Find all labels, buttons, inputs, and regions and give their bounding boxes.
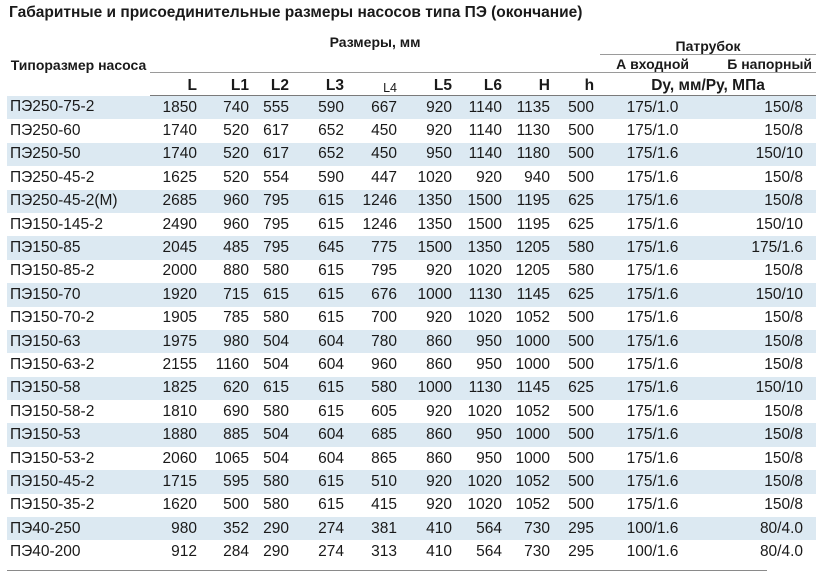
dimension-cell-L4: 667 (350, 96, 403, 120)
dimension-cell-L1: 520 (203, 119, 255, 142)
tiposize-header: Типоразмер насоса (10, 56, 147, 73)
dimension-cell-L2: 615 (255, 377, 295, 400)
inlet-cell: 175/1.0 (600, 96, 705, 120)
dimension-cell-L2: 795 (255, 236, 295, 259)
dimension-cell-L2: 554 (255, 166, 295, 189)
dimensions-group-header: Размеры, мм (150, 34, 600, 73)
inlet-cell: 175/1.6 (600, 423, 705, 446)
dimension-cell-L: 1740 (150, 143, 203, 166)
dimension-cell-L6: 1140 (458, 119, 508, 142)
dimension-cell-L3: 274 (295, 517, 350, 540)
dimension-cell-h: 625 (556, 190, 600, 213)
pump-model-cell: ПЭ150-85 (7, 236, 150, 259)
dimension-cell-L2: 580 (255, 307, 295, 330)
dimension-cell-L3: 604 (295, 423, 350, 446)
outlet-cell: 150/8 (705, 96, 816, 120)
dimension-cell-L: 2685 (150, 190, 203, 213)
dimension-cell-L: 1880 (150, 423, 203, 446)
dimension-cell-L5: 1350 (403, 213, 458, 236)
dimension-cell-L: 1740 (150, 119, 203, 142)
pump-model-cell: ПЭ250-45-2(М) (7, 190, 150, 213)
table-row (7, 96, 816, 120)
inlet-cell: 100/1.6 (600, 517, 705, 540)
outlet-cell: 150/8 (705, 470, 816, 493)
table-row (7, 470, 816, 493)
pump-model-cell: ПЭ150-70-2 (7, 307, 150, 330)
dimension-cell-L2: 580 (255, 260, 295, 283)
dimension-cell-L3: 615 (295, 190, 350, 213)
dimension-cell-L3: 652 (295, 119, 350, 142)
table-header (7, 34, 816, 96)
dimension-cell-L2: 580 (255, 470, 295, 493)
dimension-cell-L: 2490 (150, 213, 203, 236)
dimension-cell-L6: 564 (458, 540, 508, 563)
dimension-cell-L2: 290 (255, 540, 295, 563)
dimension-cell-L5: 410 (403, 517, 458, 540)
pump-model-cell: ПЭ150-35-2 (7, 494, 150, 517)
dimension-cell-H: 1000 (508, 330, 556, 353)
dimension-cell-L: 1920 (150, 283, 203, 306)
dimension-cell-L4: 580 (350, 377, 403, 400)
dimension-cell-L6: 1140 (458, 96, 508, 120)
pump-model-cell: ПЭ150-58-2 (7, 400, 150, 423)
dimension-cell-h: 295 (556, 517, 600, 540)
dimension-cell-L6: 1020 (458, 400, 508, 423)
dimension-cell-L2: 580 (255, 494, 295, 517)
dimension-cell-L2: 617 (255, 119, 295, 142)
col-header-L1: L1 (203, 73, 255, 96)
dimension-cell-L6: 950 (458, 447, 508, 470)
inlet-cell: 175/1.6 (600, 377, 705, 400)
dimension-cell-L2: 555 (255, 96, 295, 120)
inlet-cell: 175/1.6 (600, 166, 705, 189)
table-row (7, 540, 816, 563)
outlet-cell: 175/1.6 (705, 236, 816, 259)
outlet-header: Б напорный (705, 55, 816, 73)
table-row (7, 330, 816, 353)
dimension-cell-L5: 920 (403, 260, 458, 283)
dimension-cell-H: 1205 (508, 260, 556, 283)
table-body (7, 96, 816, 564)
table-bottom-rule (7, 570, 767, 571)
dimension-cell-L6: 1020 (458, 494, 508, 517)
dimension-cell-L2: 795 (255, 213, 295, 236)
col-header-L6: L6 (458, 73, 508, 96)
outlet-cell: 150/8 (705, 494, 816, 517)
dimension-cell-L1: 960 (203, 213, 255, 236)
dimension-cell-L: 1715 (150, 470, 203, 493)
dimension-cell-L1: 960 (203, 190, 255, 213)
dimension-cell-h: 580 (556, 236, 600, 259)
dimension-cell-L: 980 (150, 517, 203, 540)
dimension-cell-L6: 1130 (458, 283, 508, 306)
dimension-cell-L1: 595 (203, 470, 255, 493)
outlet-cell: 150/8 (705, 330, 816, 353)
inlet-cell: 175/1.6 (600, 330, 705, 353)
outlet-cell: 150/10 (705, 283, 816, 306)
table-row (7, 447, 816, 470)
dimension-cell-L1: 1160 (203, 353, 255, 376)
pump-model-cell: ПЭ150-63 (7, 330, 150, 353)
dimension-cell-L3: 615 (295, 213, 350, 236)
col-header-L: L (150, 73, 203, 96)
pump-model-cell: ПЭ150-58 (7, 377, 150, 400)
pump-model-cell: ПЭ150-63-2 (7, 353, 150, 376)
dimension-cell-h: 625 (556, 213, 600, 236)
dimension-cell-L5: 1000 (403, 377, 458, 400)
dimension-cell-L1: 500 (203, 494, 255, 517)
dimension-cell-L: 1620 (150, 494, 203, 517)
inlet-cell: 175/1.6 (600, 470, 705, 493)
dimension-cell-H: 1000 (508, 353, 556, 376)
pump-model-cell: ПЭ150-70 (7, 283, 150, 306)
dimension-cell-L4: 450 (350, 119, 403, 142)
dimension-cell-L5: 1000 (403, 283, 458, 306)
table-row (7, 119, 816, 142)
dimension-cell-L4: 775 (350, 236, 403, 259)
dimension-cell-H: 1000 (508, 447, 556, 470)
dimension-cell-L4: 700 (350, 307, 403, 330)
dimension-cell-L5: 920 (403, 400, 458, 423)
dimension-cell-L4: 381 (350, 517, 403, 540)
pump-model-cell: ПЭ150-85-2 (7, 260, 150, 283)
outlet-cell: 150/8 (705, 260, 816, 283)
dimension-cell-L3: 615 (295, 307, 350, 330)
dimension-cell-L2: 504 (255, 423, 295, 446)
table-row (7, 494, 816, 517)
dimension-cell-L3: 615 (295, 377, 350, 400)
table-row (7, 517, 816, 540)
outlet-cell: 150/10 (705, 143, 816, 166)
dimension-cell-L4: 865 (350, 447, 403, 470)
dimension-cell-L4: 1246 (350, 213, 403, 236)
dimension-cell-L4: 415 (350, 494, 403, 517)
dimension-cell-L5: 920 (403, 470, 458, 493)
outlet-cell: 80/4.0 (705, 517, 816, 540)
outlet-cell: 150/8 (705, 119, 816, 142)
dimension-cell-H: 1135 (508, 96, 556, 120)
inlet-cell: 175/1.6 (600, 307, 705, 330)
dimension-cell-L6: 950 (458, 330, 508, 353)
table-row (7, 423, 816, 446)
dimension-cell-L2: 795 (255, 190, 295, 213)
dimension-cell-L4: 685 (350, 423, 403, 446)
dimension-cell-L: 2060 (150, 447, 203, 470)
inlet-cell: 100/1.6 (600, 540, 705, 563)
col-header-h: h (556, 73, 600, 96)
outlet-cell: 150/8 (705, 190, 816, 213)
dimension-cell-L1: 520 (203, 143, 255, 166)
dimension-cell-h: 500 (556, 307, 600, 330)
dimension-cell-L4: 795 (350, 260, 403, 283)
dimension-cell-L2: 504 (255, 330, 295, 353)
outlet-cell: 150/8 (705, 447, 816, 470)
inlet-cell: 175/1.0 (600, 119, 705, 142)
outlet-cell: 150/8 (705, 400, 816, 423)
pump-model-cell: ПЭ250-50 (7, 143, 150, 166)
dimension-cell-H: 1052 (508, 307, 556, 330)
dimension-cell-L: 2155 (150, 353, 203, 376)
inlet-header: А входной (600, 55, 705, 73)
dimension-cell-L1: 520 (203, 166, 255, 189)
dimension-cell-L3: 615 (295, 260, 350, 283)
pump-model-cell: ПЭ40-250 (7, 517, 150, 540)
dimension-cell-L6: 564 (458, 517, 508, 540)
table-row (7, 283, 816, 306)
table-row (7, 353, 816, 376)
dimension-cell-L6: 1500 (458, 190, 508, 213)
inlet-cell: 175/1.6 (600, 353, 705, 376)
pump-dimensions-table (7, 34, 816, 564)
dimension-cell-L4: 605 (350, 400, 403, 423)
dimension-cell-L: 2045 (150, 236, 203, 259)
dimension-cell-H: 1205 (508, 236, 556, 259)
dimension-cell-h: 500 (556, 353, 600, 376)
pump-model-cell: ПЭ150-145-2 (7, 213, 150, 236)
dy-py-header: Dy, мм/Ру, МПа (600, 73, 816, 96)
dimension-cell-H: 730 (508, 517, 556, 540)
dimension-cell-L3: 615 (295, 494, 350, 517)
pump-model-cell: ПЭ150-53 (7, 423, 150, 446)
table-row (7, 190, 816, 213)
outlet-cell: 150/8 (705, 423, 816, 446)
dimension-cell-L: 1825 (150, 377, 203, 400)
inlet-cell: 175/1.6 (600, 260, 705, 283)
col-header-L3: L3 (295, 73, 350, 96)
page-title: Габаритные и присоединительные размеры насосов типа ПЭ (окончание) (9, 4, 583, 21)
outlet-cell: 150/8 (705, 307, 816, 330)
inlet-cell: 175/1.6 (600, 494, 705, 517)
dimension-cell-L4: 450 (350, 143, 403, 166)
dimension-cell-L1: 885 (203, 423, 255, 446)
col-header-L4: L4 (350, 73, 403, 96)
dimension-cell-L6: 920 (458, 166, 508, 189)
dimension-cell-L2: 580 (255, 400, 295, 423)
pump-model-cell: ПЭ150-53-2 (7, 447, 150, 470)
dimension-cell-L3: 590 (295, 166, 350, 189)
dimension-cell-H: 1195 (508, 213, 556, 236)
dimension-cell-L5: 860 (403, 447, 458, 470)
dimension-cell-L4: 447 (350, 166, 403, 189)
dimension-cell-L1: 352 (203, 517, 255, 540)
dimension-cell-H: 1000 (508, 423, 556, 446)
dimension-cell-L: 1850 (150, 96, 203, 120)
pump-model-cell: ПЭ250-60 (7, 119, 150, 142)
dimension-cell-L1: 620 (203, 377, 255, 400)
dimension-cell-L3: 652 (295, 143, 350, 166)
dimension-cell-L4: 960 (350, 353, 403, 376)
dimension-cell-h: 500 (556, 330, 600, 353)
col-header-H: H (508, 73, 556, 96)
dimension-cell-L5: 1350 (403, 190, 458, 213)
dimension-cell-L5: 920 (403, 96, 458, 120)
inlet-cell: 175/1.6 (600, 400, 705, 423)
dimension-cell-L2: 290 (255, 517, 295, 540)
dimension-cell-L6: 950 (458, 423, 508, 446)
outlet-cell: 150/10 (705, 377, 816, 400)
dimension-cell-h: 500 (556, 447, 600, 470)
dimension-cell-h: 500 (556, 423, 600, 446)
table-row (7, 400, 816, 423)
dimension-cell-L5: 860 (403, 353, 458, 376)
dimension-cell-L: 2000 (150, 260, 203, 283)
dimension-cell-H: 1145 (508, 283, 556, 306)
dimension-cell-L5: 920 (403, 494, 458, 517)
outlet-cell: 150/8 (705, 353, 816, 376)
dimension-cell-L2: 504 (255, 353, 295, 376)
dimension-cell-L1: 785 (203, 307, 255, 330)
dimension-cell-h: 625 (556, 377, 600, 400)
dimension-cell-L: 1975 (150, 330, 203, 353)
dimension-cell-L: 1905 (150, 307, 203, 330)
dimension-cell-L4: 313 (350, 540, 403, 563)
dimension-cell-L2: 615 (255, 283, 295, 306)
dimension-cell-L: 912 (150, 540, 203, 563)
dimension-cell-L: 1625 (150, 166, 203, 189)
dimension-cell-H: 1052 (508, 470, 556, 493)
dimension-cell-L3: 604 (295, 330, 350, 353)
dimension-cell-L1: 485 (203, 236, 255, 259)
inlet-cell: 175/1.6 (600, 447, 705, 470)
pump-model-cell: ПЭ250-45-2 (7, 166, 150, 189)
dimension-cell-L1: 980 (203, 330, 255, 353)
dimension-cell-L5: 1500 (403, 236, 458, 259)
dimension-cell-H: 1195 (508, 190, 556, 213)
dimension-cell-H: 730 (508, 540, 556, 563)
dimension-cell-L6: 1020 (458, 307, 508, 330)
col-header-L5: L5 (403, 73, 458, 96)
dimension-cell-h: 500 (556, 119, 600, 142)
dimension-cell-L1: 1065 (203, 447, 255, 470)
dimension-cell-h: 580 (556, 260, 600, 283)
dimension-cell-L3: 615 (295, 400, 350, 423)
dimension-cell-L6: 1020 (458, 470, 508, 493)
inlet-cell: 175/1.6 (600, 190, 705, 213)
dimension-cell-L1: 284 (203, 540, 255, 563)
dimension-cell-L3: 590 (295, 96, 350, 120)
dimension-cell-L5: 920 (403, 307, 458, 330)
dimension-cell-L5: 920 (403, 119, 458, 142)
dimension-cell-L6: 1130 (458, 377, 508, 400)
col-header-L2: L2 (255, 73, 295, 96)
pump-model-cell: ПЭ40-200 (7, 540, 150, 563)
branch-pipe-header: Патрубок (600, 34, 816, 55)
outlet-cell: 80/4.0 (705, 540, 816, 563)
dimension-cell-L1: 690 (203, 400, 255, 423)
dimension-cell-L6: 1020 (458, 260, 508, 283)
dimension-cell-h: 500 (556, 400, 600, 423)
pump-model-cell: ПЭ150-45-2 (7, 470, 150, 493)
dimension-cell-h: 625 (556, 283, 600, 306)
dimension-cell-L1: 880 (203, 260, 255, 283)
inlet-cell: 175/1.6 (600, 213, 705, 236)
dimension-cell-h: 500 (556, 470, 600, 493)
table-row (7, 260, 816, 283)
table-row (7, 213, 816, 236)
inlet-cell: 175/1.6 (600, 143, 705, 166)
table-row (7, 166, 816, 189)
dimension-cell-L4: 1246 (350, 190, 403, 213)
dimension-cell-h: 500 (556, 166, 600, 189)
dimension-cell-L1: 715 (203, 283, 255, 306)
table-row (7, 377, 816, 400)
dimension-cell-L3: 645 (295, 236, 350, 259)
dimension-cell-L3: 604 (295, 447, 350, 470)
dimension-cell-L4: 510 (350, 470, 403, 493)
dimension-cell-L5: 1020 (403, 166, 458, 189)
dimension-cell-L4: 780 (350, 330, 403, 353)
dimension-cell-L3: 604 (295, 353, 350, 376)
dimension-cell-H: 1130 (508, 119, 556, 142)
outlet-cell: 150/8 (705, 166, 816, 189)
dimension-cell-h: 500 (556, 96, 600, 120)
dimension-cell-L3: 615 (295, 470, 350, 493)
dimension-cell-h: 500 (556, 143, 600, 166)
dimension-cell-L: 1810 (150, 400, 203, 423)
dimension-cell-L5: 860 (403, 330, 458, 353)
dimension-cell-L3: 615 (295, 283, 350, 306)
dimension-cell-L2: 504 (255, 447, 295, 470)
table-row (7, 236, 816, 259)
dimension-cell-L6: 1140 (458, 143, 508, 166)
dimension-cell-h: 295 (556, 540, 600, 563)
dimension-cell-L3: 274 (295, 540, 350, 563)
dimension-cell-L2: 617 (255, 143, 295, 166)
dimension-cell-L5: 410 (403, 540, 458, 563)
outlet-cell: 150/10 (705, 213, 816, 236)
dimension-cell-H: 940 (508, 166, 556, 189)
dimension-cell-H: 1180 (508, 143, 556, 166)
dimension-cell-H: 1145 (508, 377, 556, 400)
dimension-cell-L1: 740 (203, 96, 255, 120)
table-row (7, 143, 816, 166)
dimension-cell-L4: 676 (350, 283, 403, 306)
inlet-cell: 175/1.6 (600, 283, 705, 306)
dimension-cell-H: 1052 (508, 400, 556, 423)
dimension-cell-h: 500 (556, 494, 600, 517)
dimension-cell-L5: 950 (403, 143, 458, 166)
dimension-cell-L6: 1500 (458, 213, 508, 236)
dimension-cell-L6: 1350 (458, 236, 508, 259)
inlet-cell: 175/1.6 (600, 236, 705, 259)
pump-model-cell: ПЭ250-75-2 (7, 96, 150, 120)
dimension-cell-L5: 860 (403, 423, 458, 446)
table-row (7, 307, 816, 330)
dimension-cell-L6: 950 (458, 353, 508, 376)
dimension-cell-H: 1052 (508, 494, 556, 517)
